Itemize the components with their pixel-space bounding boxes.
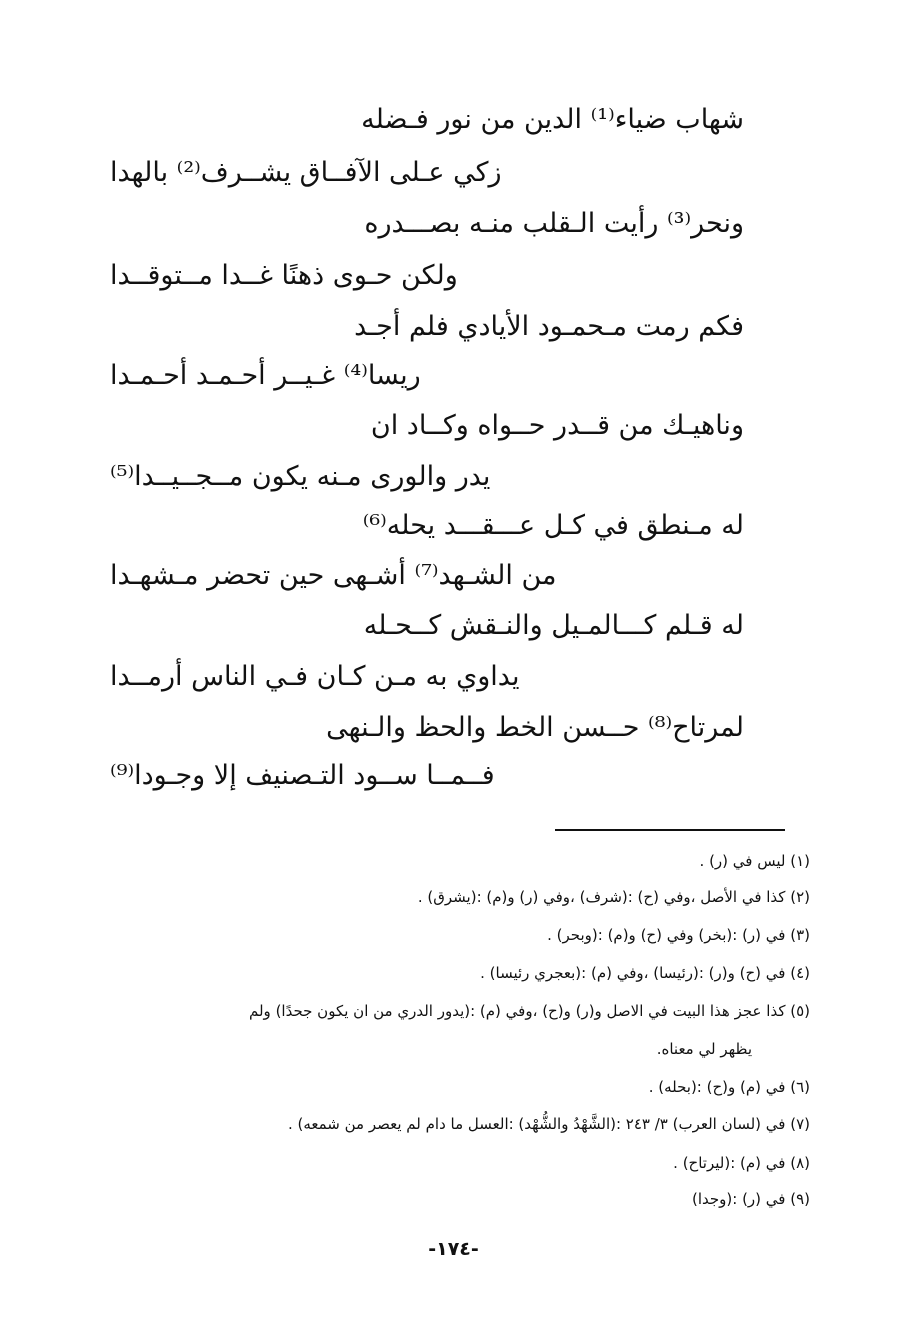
verse-line-9: له مـنطق في كـل عـــقـــد يحله⁽⁶⁾ — [362, 510, 744, 541]
verse-line-6: ريسا⁽⁴⁾ غـيــر أحـمـد أحـمـدا — [110, 360, 421, 391]
footnote-5-continued: يظهر لي معناه. — [656, 1040, 752, 1058]
footnote-4: (٤) في (ح) و(ر) :(رئيسا) ،وفي (م) :(بعجري رئيسا) . — [480, 964, 810, 982]
verse-line-3: ونحر⁽³⁾ رأيت الـقلب منـه بصـــدره — [364, 208, 744, 239]
verse-line-10: من الشـهد⁽⁷⁾ أشـهى حين تحضر مـشهـدا — [110, 560, 557, 591]
verse-line-4: ولكن حـوى ذهنًا غــدا مــتوقــدا — [110, 260, 458, 291]
footnote-8: (٨) في (م) :(ليرتاح) . — [673, 1154, 810, 1172]
footnote-5: (٥) كذا عجز هذا البيت في الاصل و(ر) و(ح) ،وفي (م) :(يدور الدري من ان يكون جحدًا) ولم — [249, 1002, 810, 1020]
footnote-7: (٧) في (لسان العرب) ٣/ ٢٤٣ :(الشَّهْدُ والشُّهْد) :العسل ما دام لم يعصر من شمعه) . — [287, 1115, 810, 1133]
verse-line-14: فــمــا ســود التـصنيف إلا وجـودا⁽⁹⁾ — [110, 760, 495, 791]
verse-line-13: لمرتاح⁽⁸⁾ حــسن الخط والحظ والـنهى — [326, 712, 744, 743]
verse-line-5: فكم رمت مـحمـود الأيادي فلم أجـد — [354, 311, 744, 342]
verse-line-7: وناهيـك من قــدر حــواه وكــاد ان — [370, 410, 744, 441]
footnote-6: (٦) في (م) و(ح) :(بحله) . — [648, 1078, 810, 1096]
verse-line-11: له قـلم كـــالمـيل والنـقش كــحـله — [363, 610, 744, 641]
page-number: -١٧٤- — [428, 1238, 479, 1260]
footnote-1: (١) ليس في (ر) . — [699, 852, 810, 870]
footnote-2: (٢) كذا في الأصل ،وفي (ح) :(شرف) ،وفي (ر) و(م) :(يشرق) . — [417, 888, 810, 906]
verse-line-1: شهاب ضياء⁽¹⁾ الدين من نور فـضله — [361, 104, 744, 135]
footnote-9: (٩) في (ر) :(وجدا) — [691, 1190, 810, 1208]
verse-line-12: يداوي به مـن كـان فـي الناس أرمــدا — [110, 661, 520, 692]
footnote-3: (٣) في (ر) :(بخر) وفي (ح) و(م) :(وبحر) . — [547, 926, 810, 944]
verse-line-8: يدر والورى مـنه يكون مــجــيــدا⁽⁵⁾ — [110, 461, 491, 492]
verse-line-2: زكي عـلى الآفــاق يشــرف⁽²⁾ بالهدا — [110, 157, 502, 188]
footnote-separator — [555, 829, 785, 831]
